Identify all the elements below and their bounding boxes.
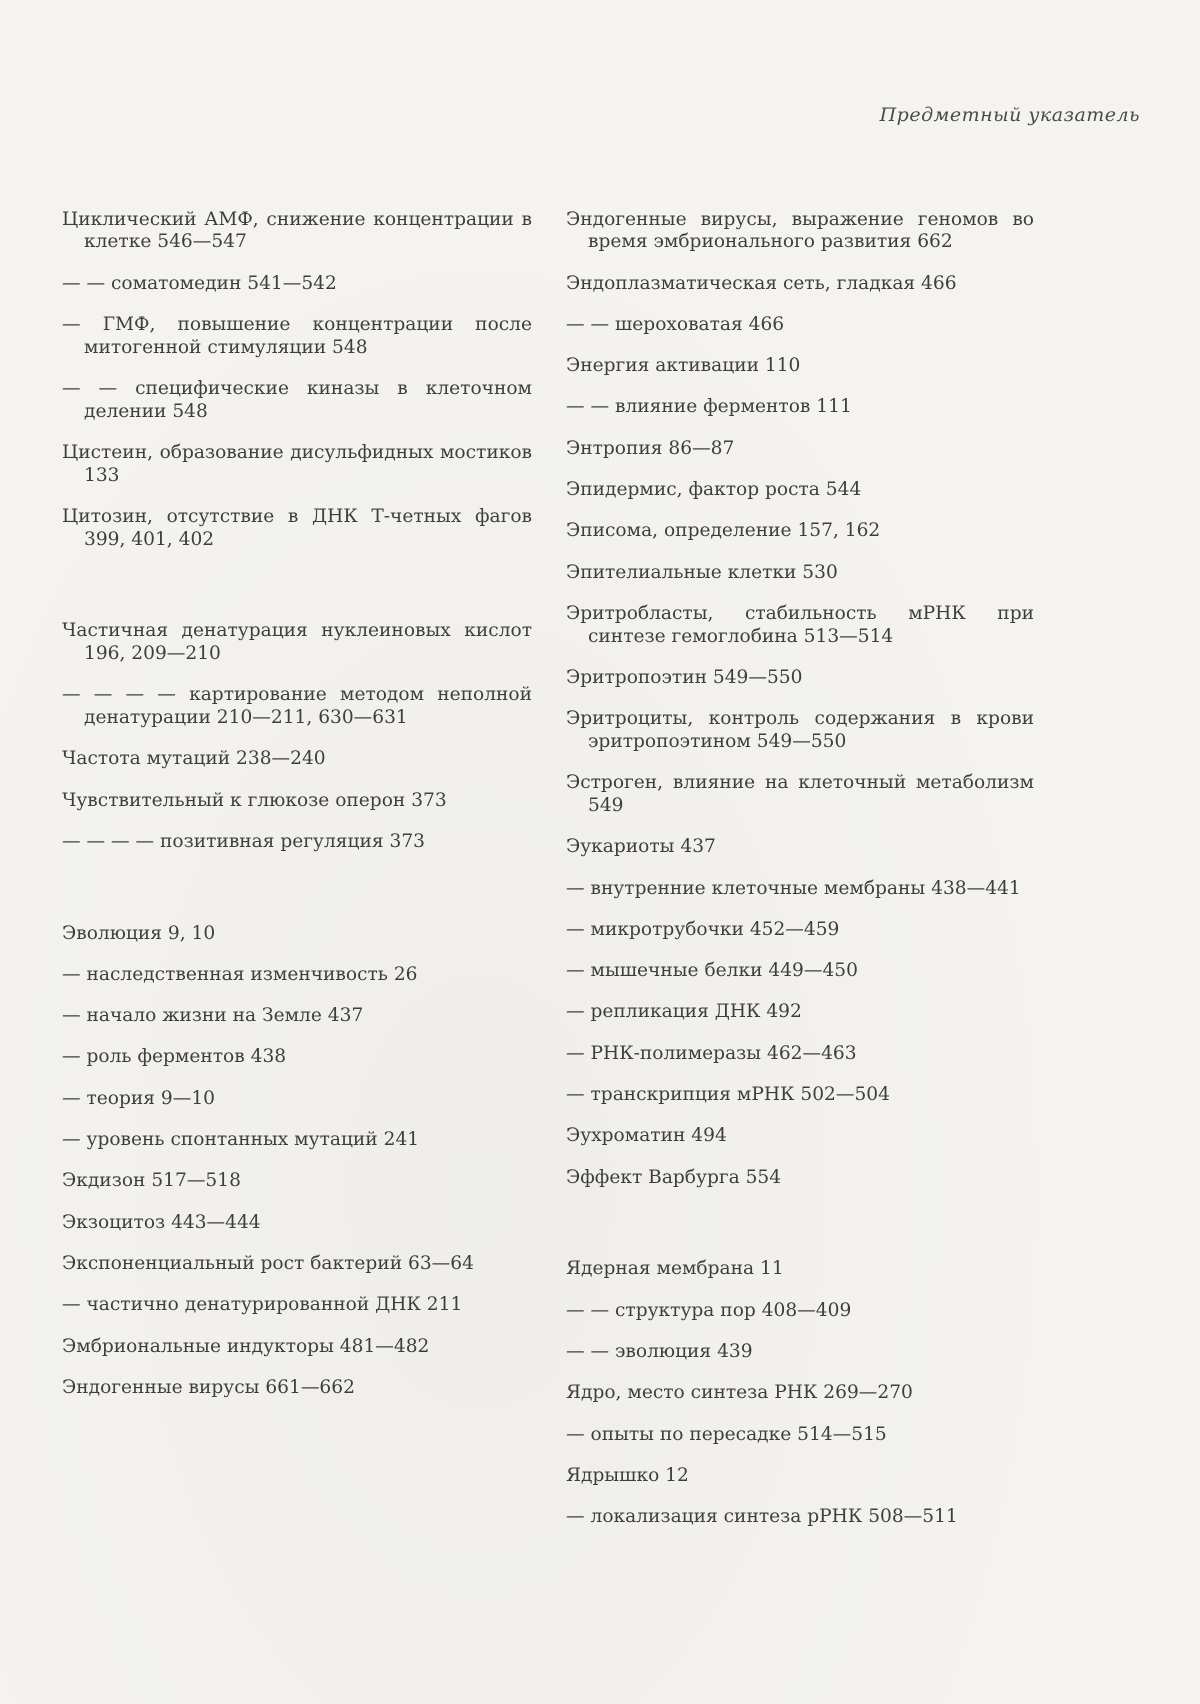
- index-entry: Эмбриональные индукторы 481—482: [62, 1335, 430, 1357]
- index-entry: — роль ферментов 438: [62, 1046, 287, 1068]
- letter-group-ch: [62, 620, 532, 853]
- index-entry: — — эволюция 439: [566, 1340, 753, 1362]
- index-entry: — — специфические киназы в клеточном делении 548: [62, 377, 532, 422]
- index-entry: Ядрышко 12: [566, 1464, 689, 1486]
- index-entry: — транскрипция мРНК 502—504: [566, 1084, 890, 1106]
- index-entry: Эпителиальные клетки 530: [566, 561, 838, 583]
- index-entry: — — — — картирование методом неполной денатурации 210—211, 630—631: [62, 684, 532, 728]
- index-column-right: [566, 190, 1034, 1547]
- index-entry: Ядерная мембрана 11: [566, 1258, 784, 1280]
- index-entry: — ГМФ, повышение концентрации после митогенной стимуляции 548: [62, 313, 532, 358]
- running-head: Предметный указатель: [879, 104, 1140, 126]
- index-entry: — наследственная изменчивость 26: [62, 963, 418, 985]
- index-entry: — микротрубочки 452—459: [566, 918, 840, 940]
- index-entry: Цистеин, образование дисульфидных мостиков 133: [62, 441, 532, 486]
- index-entry: Эволюция 9, 10: [62, 922, 216, 944]
- index-entry: Эстроген, влияние на клеточный метаболизм 549: [566, 772, 1034, 816]
- index-entry: Экспоненциальный рост бактерий 63—64: [62, 1252, 474, 1274]
- index-entry: Эухроматин 494: [566, 1125, 727, 1147]
- index-entry: Эффект Варбурга 554: [566, 1166, 782, 1188]
- index-entry: Энтропия 86—87: [566, 437, 735, 459]
- letter-group-e-cont: [566, 209, 1034, 1190]
- index-entry: Эукариоты 437: [566, 836, 716, 858]
- index-entry: Чувствительный к глюкозе оперон 373: [62, 789, 447, 811]
- index-entry: Цитозин, отсутствие в ДНК Т-четных фагов 399, 401, 402: [62, 505, 532, 550]
- index-entry: — мышечные белки 449—450: [566, 960, 858, 982]
- index-column-left: [62, 190, 532, 1418]
- index-entry: Эндоплазматическая сеть, гладкая 466: [566, 272, 957, 294]
- index-entry: — — структура пор 408—409: [566, 1299, 852, 1321]
- letter-group-ts: [62, 209, 532, 552]
- letter-group-ya: [566, 1258, 1034, 1528]
- index-entry: Эритробласты, стабильность мРНК при синтезе гемоглобина 513—514: [566, 602, 1034, 647]
- index-entry: — частично денатурированной ДНК 211: [62, 1294, 463, 1316]
- index-entry: Эпидермис, фактор роста 544: [566, 479, 862, 501]
- index-entry: — уровень спонтанных мутаций 241: [62, 1129, 420, 1151]
- index-entry: Циклический АМФ, снижение концентрации в клетке 546—547: [62, 208, 532, 253]
- index-entry: Частичная денатурация нуклеиновых кислот 196, 209—210: [62, 620, 532, 664]
- index-entry: — — влияние ферментов 111: [566, 396, 852, 418]
- index-entry: Эписома, определение 157, 162: [566, 520, 881, 542]
- index-entry: Эндогенные вирусы 661—662: [62, 1376, 355, 1398]
- index-entry: — — соматомедин 541—542: [62, 272, 337, 294]
- index-entry: — — шероховатая 466: [566, 313, 785, 335]
- index-entry: Эритроциты, контроль содержания в крови эритропоэтином 549—550: [566, 708, 1034, 752]
- index-entry: — локализация синтеза рРНК 508—511: [566, 1506, 958, 1528]
- index-entry: Ядро, место синтеза РНК 269—270: [566, 1382, 913, 1404]
- letter-group-e: [62, 923, 532, 1400]
- index-entry: — репликация ДНК 492: [566, 1001, 802, 1023]
- index-entry: — РНК-полимеразы 462—463: [566, 1042, 857, 1064]
- index-entry: Эндогенные вирусы, выражение геномов во время эмбрионального развития 662: [566, 208, 1034, 253]
- index-entry: — — — — позитивная регуляция 373: [62, 830, 426, 852]
- index-entry: — внутренние клеточные мембраны 438—441: [566, 877, 1021, 899]
- index-entry: Экзоцитоз 443—444: [62, 1211, 261, 1233]
- index-entry: Эритропоэтин 549—550: [566, 666, 803, 688]
- index-entry: — опыты по пересадке 514—515: [566, 1423, 887, 1445]
- index-entry: Экдизон 517—518: [62, 1170, 241, 1192]
- index-entry: Частота мутаций 238—240: [62, 748, 326, 770]
- index-entry: — теория 9—10: [62, 1087, 216, 1109]
- index-entry: — начало жизни на Земле 437: [62, 1005, 364, 1027]
- index-entry: Энергия активации 110: [566, 355, 801, 377]
